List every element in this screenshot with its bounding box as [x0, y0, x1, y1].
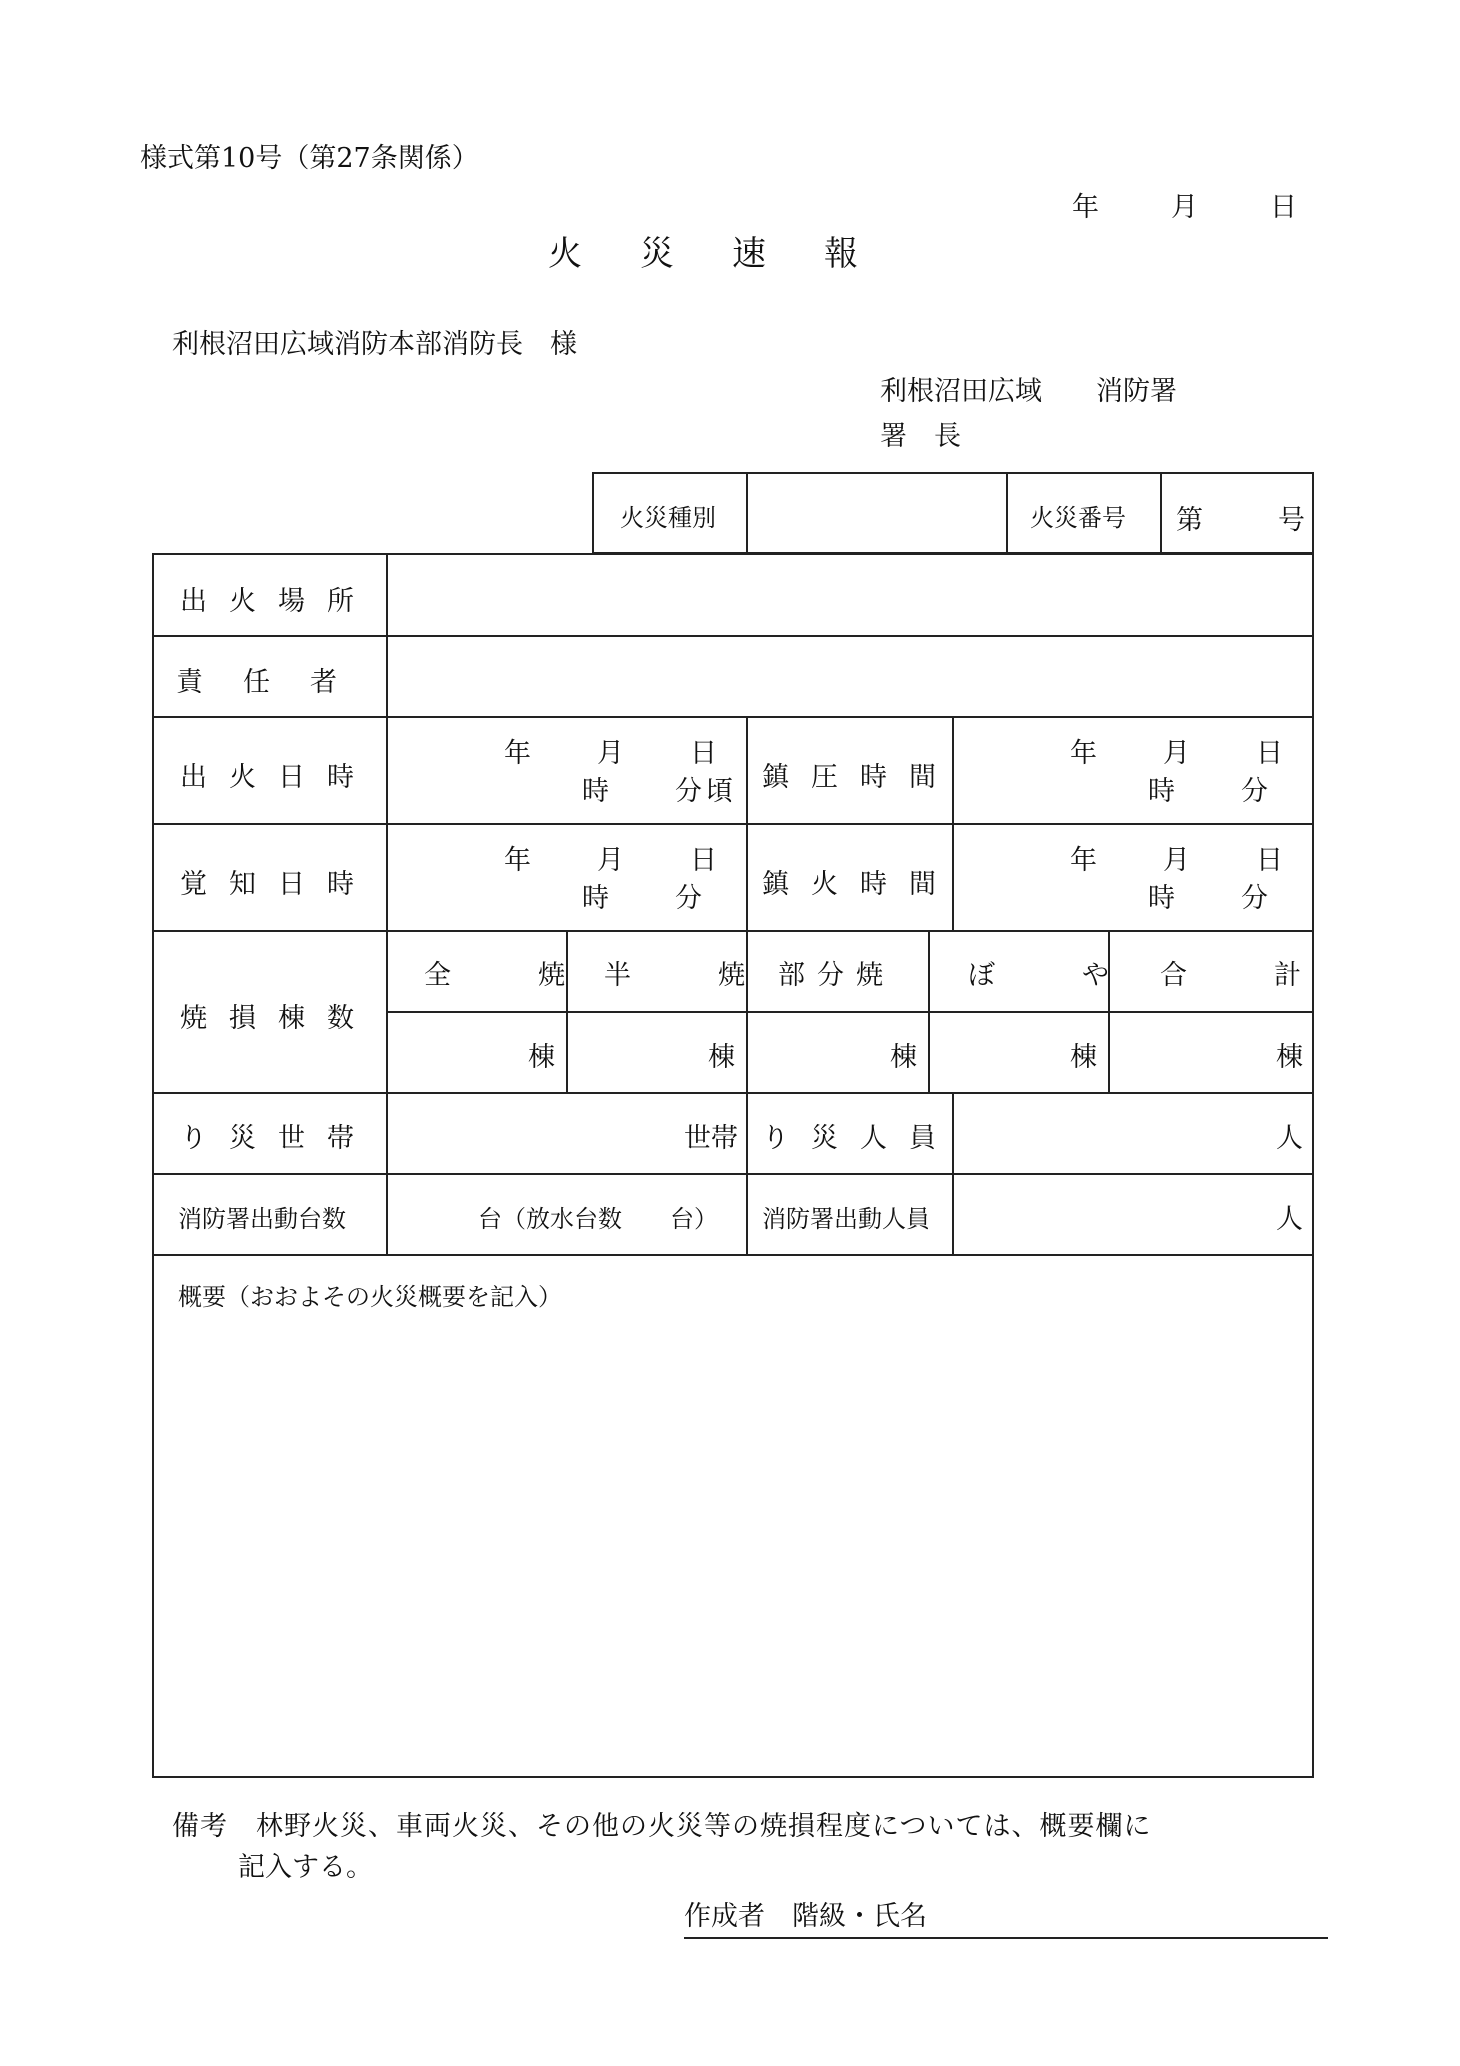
burn-unit: 棟	[890, 1042, 917, 1073]
extinguish-time: 時 分	[1148, 883, 1272, 914]
responsible-label: 責任者	[176, 667, 377, 698]
burn-unit: 棟	[708, 1042, 735, 1073]
victims-label: り災人員	[762, 1123, 958, 1154]
outbreak-date: 年 月 日	[504, 738, 721, 769]
fire-type-field[interactable]	[750, 498, 1002, 528]
sender-line1: 利根沼田広域 消防署	[880, 376, 1177, 407]
extinguish-label: 鎮火時間	[762, 869, 958, 900]
detection-date: 年 月 日	[504, 845, 721, 876]
vehicles-value: 台（放水台数 台）	[478, 1205, 718, 1233]
vehicles-label: 消防署出動台数	[178, 1205, 346, 1233]
personnel-unit: 人	[1276, 1204, 1303, 1235]
fire-type-table	[592, 472, 1314, 554]
responsible-field[interactable]	[390, 639, 1310, 713]
detection-label: 覚知日時	[180, 869, 376, 900]
fire-report-form	[152, 553, 1331, 1778]
summary-field[interactable]	[158, 1315, 1310, 1775]
detection-time: 時 分	[582, 883, 706, 914]
burn-header-sum: 合 計	[1160, 960, 1331, 991]
household-label: り災世帯	[180, 1123, 376, 1154]
author-label: 作成者 階級・氏名	[684, 1901, 927, 1932]
outbreak-time: 時 分頃	[582, 776, 737, 807]
suppression-label: 鎮圧時間	[762, 762, 958, 793]
form-number: 様式第10号（第27条関係）	[140, 143, 479, 174]
summary-label: 概要（おおよその火災概要を記入）	[178, 1283, 562, 1311]
burn-header-partial: 部分焼	[778, 960, 895, 991]
date-line: 年 月 日	[1072, 192, 1303, 223]
burned-buildings-label: 焼損棟数	[180, 1003, 376, 1034]
extinguish-date: 年 月 日	[1070, 845, 1287, 876]
fire-number-suffix: 号	[1278, 505, 1305, 536]
sender-line2: 署 長	[880, 421, 961, 452]
household-unit: 世帯	[684, 1123, 738, 1154]
fire-number-label: 火災番号	[1030, 504, 1126, 532]
burn-header-total: 全 焼	[424, 960, 595, 991]
suppression-time: 時 分	[1148, 776, 1272, 807]
location-label: 出火場所	[180, 586, 376, 617]
victims-unit: 人	[1276, 1123, 1303, 1154]
page-title: 火災速報	[548, 234, 916, 274]
addressee: 利根沼田広域消防本部消防長 様	[172, 329, 577, 360]
burn-unit: 棟	[528, 1042, 555, 1073]
burn-header-small: ぼ や	[968, 960, 1139, 991]
personnel-label: 消防署出動人員	[762, 1205, 930, 1233]
outbreak-label: 出火日時	[180, 762, 376, 793]
remarks-line2: 記入する。	[238, 1852, 373, 1883]
fire-type-label: 火災種別	[620, 504, 716, 532]
burn-unit: 棟	[1070, 1042, 1097, 1073]
burn-unit: 棟	[1276, 1042, 1303, 1073]
burn-header-half: 半 焼	[604, 960, 775, 991]
author-signature-line[interactable]	[684, 1937, 1328, 1939]
remarks-line1: 備考 林野火災、車両火災、その他の火災等の焼損程度については、概要欄に	[172, 1811, 1152, 1842]
suppression-date: 年 月 日	[1070, 738, 1287, 769]
fire-number-prefix: 第	[1176, 505, 1203, 536]
location-field[interactable]	[390, 559, 1310, 633]
